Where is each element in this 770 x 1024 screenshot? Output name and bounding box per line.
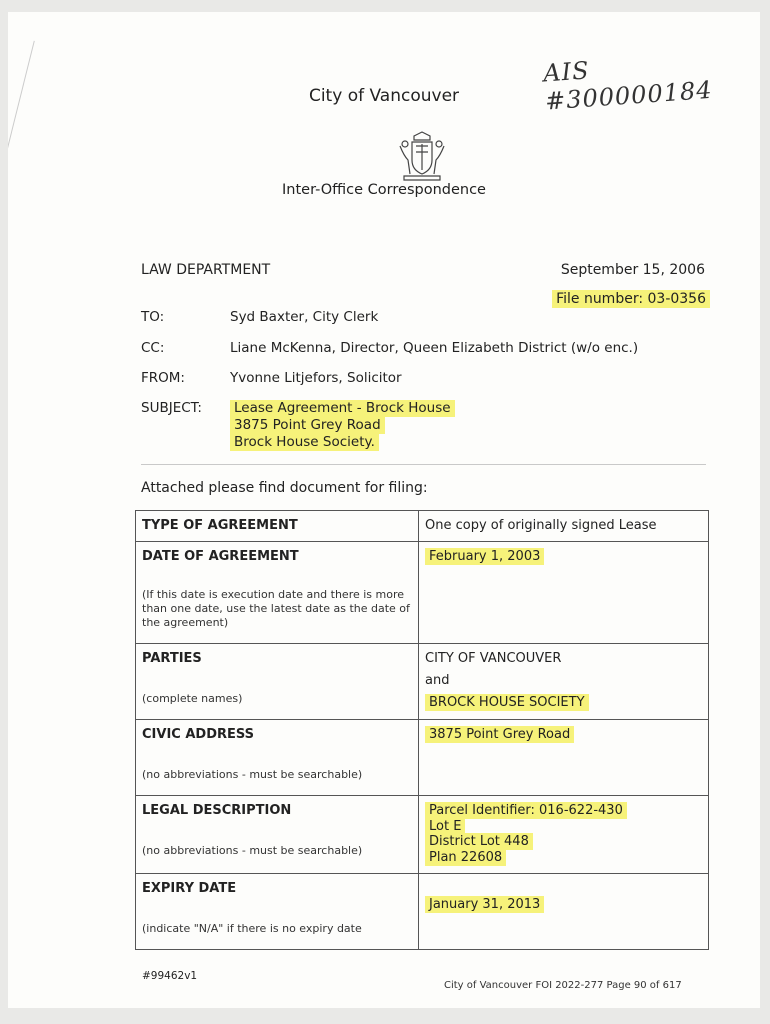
- type-value-cell: One copy of originally signed Lease: [419, 511, 709, 542]
- attached-note: Attached please find document for filing:: [141, 480, 428, 496]
- file-number: File number: 03-0356: [552, 291, 710, 307]
- table-row: [136, 511, 709, 542]
- correspondence-subtitle: Inter-Office Correspondence: [282, 182, 486, 198]
- legal-value-cell: Parcel Identifier: 016-622-430 Lot E District Lot 448 Plan 22608: [419, 796, 709, 874]
- table-row: [136, 644, 709, 720]
- table-row: [136, 796, 709, 874]
- subject-line: Brock House Society.: [230, 434, 379, 451]
- document-page: [8, 12, 760, 1008]
- page-reference: City of Vancouver FOI 2022-277 Page 90 of 617: [444, 980, 682, 991]
- subject-line: Lease Agreement - Brock House: [230, 400, 455, 417]
- civic-value-cell: 3875 Point Grey Road: [419, 720, 709, 796]
- handwritten-reference: AIS #300000184: [542, 56, 714, 116]
- type-label-cell: TYPE OF AGREEMENT: [136, 511, 419, 542]
- civic-label-cell: CIVIC ADDRESS (no abbreviations - must be searchable): [136, 720, 419, 796]
- memo-date: September 15, 2006: [560, 262, 705, 278]
- cc-label: CC:: [141, 340, 165, 356]
- parties-label-cell: PARTIES (complete names): [136, 644, 419, 720]
- subject-value: [230, 400, 455, 451]
- to-label: TO:: [141, 309, 165, 325]
- agreement-table: [135, 510, 709, 950]
- table-row: [136, 720, 709, 796]
- from-label: FROM:: [141, 370, 185, 386]
- cc-value: Liane McKenna, Director, Queen Elizabeth District (w/o enc.): [230, 340, 639, 356]
- expiry-label-cell: EXPIRY DATE (indicate "N/A" if there is no expiry date: [136, 874, 419, 950]
- document-id: #99462v1: [142, 970, 198, 982]
- subject-line: 3875 Point Grey Road: [230, 417, 385, 434]
- date-value-cell: February 1, 2003: [419, 542, 709, 644]
- parties-value-cell: CITY OF VANCOUVER and BROCK HOUSE SOCIETY: [419, 644, 709, 720]
- from-value: Yvonne Litjefors, Solicitor: [230, 370, 402, 386]
- expiry-value-cell: January 31, 2013: [419, 874, 709, 950]
- subject-label: SUBJECT:: [141, 400, 202, 416]
- scan-edge-mark: [8, 41, 63, 204]
- legal-label-cell: LEGAL DESCRIPTION (no abbreviations - must be searchable): [136, 796, 419, 874]
- department: LAW DEPARTMENT: [141, 262, 271, 278]
- to-value: Syd Baxter, City Clerk: [230, 309, 379, 325]
- city-title: City of Vancouver: [308, 86, 460, 106]
- city-crest-icon: [396, 130, 448, 184]
- date-label-cell: DATE OF AGREEMENT (If this date is execution date and there is more than one date, use the latest date as the date of the agreement): [136, 542, 419, 644]
- table-row: [136, 874, 709, 950]
- table-row: [136, 542, 709, 644]
- divider: [141, 464, 706, 465]
